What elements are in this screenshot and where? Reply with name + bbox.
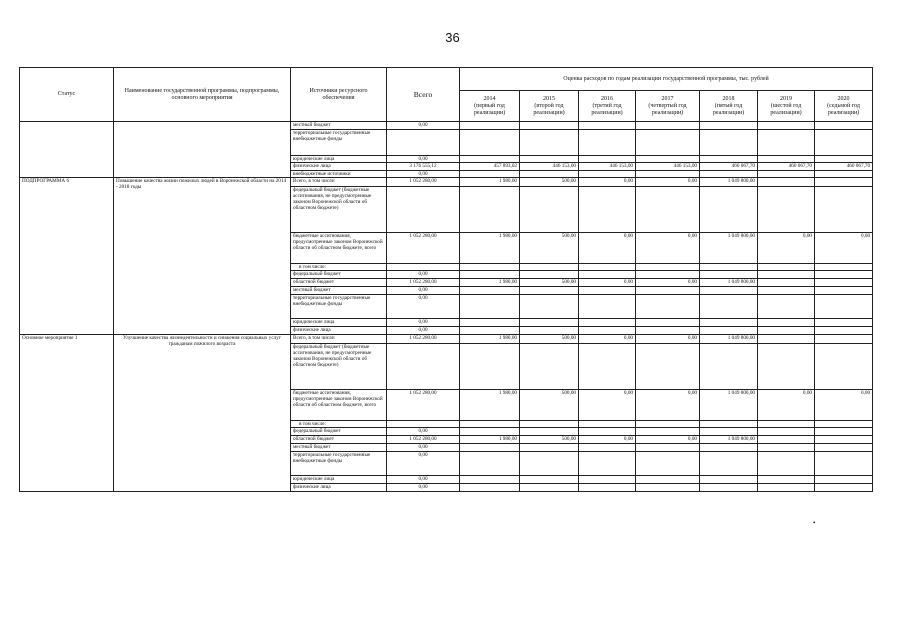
total-cell: 0,00 bbox=[387, 327, 460, 335]
year-value-cell-2019 bbox=[758, 271, 815, 279]
year-value-cell-2020 bbox=[815, 344, 873, 390]
year-value-cell-2015 bbox=[520, 428, 579, 436]
year-value-cell-2014 bbox=[460, 452, 520, 476]
year-value-cell-2014 bbox=[460, 295, 520, 319]
year-value-cell-2018 bbox=[700, 271, 758, 279]
source-cell: в том числе: bbox=[291, 421, 387, 428]
year-value-cell-2017 bbox=[636, 287, 700, 295]
total-cell: 0,00 bbox=[387, 271, 460, 279]
year-value-cell-2020 bbox=[815, 327, 873, 335]
year-value-cell-2020 bbox=[815, 178, 873, 187]
year-value-cell-2017 bbox=[636, 295, 700, 319]
year-value-cell-2018 bbox=[700, 319, 758, 327]
source-cell: в том числе: bbox=[291, 264, 387, 271]
year-value-cell-2019 bbox=[758, 156, 815, 163]
year-value-cell-2014 bbox=[460, 122, 520, 130]
year-value-cell-2020 bbox=[815, 335, 873, 344]
year-value-cell-2020 bbox=[815, 287, 873, 295]
year-value-cell-2017 bbox=[636, 476, 700, 484]
year-value-cell-2017: 0,00 bbox=[636, 233, 700, 264]
total-cell: 0,00 bbox=[387, 122, 460, 130]
source-cell: физические лица bbox=[291, 484, 387, 492]
total-cell bbox=[387, 264, 460, 271]
year-value-cell-2020 bbox=[815, 452, 873, 476]
year-value-cell-2018 bbox=[700, 421, 758, 428]
year-value-cell-2020 bbox=[815, 156, 873, 163]
year-value-cell-2018 bbox=[700, 287, 758, 295]
year-value-cell-2016 bbox=[579, 287, 636, 295]
total-cell: 1 052 280,00 bbox=[387, 279, 460, 287]
total-cell bbox=[387, 344, 460, 390]
year-value-cell-2019 bbox=[758, 178, 815, 187]
header-group: Оценка расходов по годам реализации государственной программы, тыс. рублей bbox=[460, 68, 873, 91]
year-value-cell-2014 bbox=[460, 428, 520, 436]
year-value-cell-2015 bbox=[520, 476, 579, 484]
year-value-cell-2020 bbox=[815, 171, 873, 178]
year-value-cell-2018: 1 049 800,00 bbox=[700, 233, 758, 264]
year-value-cell-2019 bbox=[758, 130, 815, 156]
year-value-cell-2015 bbox=[520, 327, 579, 335]
year-value-cell-2016 bbox=[579, 476, 636, 484]
corner-mark: • bbox=[813, 519, 816, 527]
page-number: 36 bbox=[445, 30, 460, 45]
year-value-cell-2020 bbox=[815, 484, 873, 492]
year-value-cell-2018 bbox=[700, 130, 758, 156]
year-value-cell-2020: 0,00 bbox=[815, 390, 873, 421]
year-value-cell-2018: 460 067,70 bbox=[700, 163, 758, 171]
source-cell: федеральный бюджет bbox=[291, 271, 387, 279]
total-cell: 0,00 bbox=[387, 295, 460, 319]
year-value-cell-2015 bbox=[520, 287, 579, 295]
total-cell: 0,00 bbox=[387, 428, 460, 436]
year-value-cell-2020 bbox=[815, 436, 873, 444]
year-value-cell-2016 bbox=[579, 444, 636, 452]
year-value-cell-2015 bbox=[520, 444, 579, 452]
year-value-cell-2018: 1 049 800,00 bbox=[700, 390, 758, 421]
year-value-cell-2018: 1 049 800,00 bbox=[700, 436, 758, 444]
total-cell: 1 052 280,00 bbox=[387, 390, 460, 421]
source-cell: внебюджетные источники bbox=[291, 171, 387, 178]
year-value-cell-2015 bbox=[520, 271, 579, 279]
year-value-cell-2015 bbox=[520, 122, 579, 130]
year-value-cell-2017 bbox=[636, 428, 700, 436]
year-value-cell-2015 bbox=[520, 295, 579, 319]
year-value-cell-2018 bbox=[700, 444, 758, 452]
source-cell: физические лица bbox=[291, 327, 387, 335]
program-name-cell: Повышение качества жизни пожилых людей в Воронежской области на 2014 - 2018 годы bbox=[114, 178, 291, 335]
year-value-cell-2015: 500,00 bbox=[520, 390, 579, 421]
year-value-cell-2015: 500,00 bbox=[520, 279, 579, 287]
year-value-cell-2016: 0,00 bbox=[579, 335, 636, 344]
year-value-cell-2014 bbox=[460, 187, 520, 233]
source-cell: федеральный бюджет (бюджетные ассигнования, не предусмотренные законом Воронежской области об областном бюджете) bbox=[291, 187, 387, 233]
header-year-2017: 2017 (четвертый год реализации) bbox=[636, 91, 700, 122]
year-value-cell-2014 bbox=[460, 476, 520, 484]
year-value-cell-2020 bbox=[815, 122, 873, 130]
year-value-cell-2014 bbox=[460, 271, 520, 279]
header-year-2016: 2016 (третий год реализации) bbox=[579, 91, 636, 122]
total-cell: 3 176 555,12 bbox=[387, 163, 460, 171]
year-value-cell-2017 bbox=[636, 156, 700, 163]
header-year-2014: 2014 (первый год реализации) bbox=[460, 91, 520, 122]
total-cell bbox=[387, 130, 460, 156]
year-value-cell-2016 bbox=[579, 122, 636, 130]
total-cell bbox=[387, 187, 460, 233]
header-source: Источники ресурсного обеспечения bbox=[291, 68, 387, 122]
total-cell: 0,00 bbox=[387, 287, 460, 295]
year-value-cell-2020 bbox=[815, 295, 873, 319]
year-value-cell-2014 bbox=[460, 156, 520, 163]
source-cell: местный бюджет bbox=[291, 287, 387, 295]
year-value-cell-2015 bbox=[520, 344, 579, 390]
year-value-cell-2019 bbox=[758, 344, 815, 390]
year-value-cell-2020 bbox=[815, 271, 873, 279]
year-value-cell-2020: 0,00 bbox=[815, 233, 873, 264]
year-value-cell-2017 bbox=[636, 444, 700, 452]
year-value-cell-2018 bbox=[700, 428, 758, 436]
year-value-cell-2019 bbox=[758, 452, 815, 476]
year-value-cell-2015 bbox=[520, 484, 579, 492]
year-value-cell-2019 bbox=[758, 335, 815, 344]
year-value-cell-2017: 446 153,00 bbox=[636, 163, 700, 171]
source-cell: областной бюджет bbox=[291, 436, 387, 444]
year-value-cell-2020 bbox=[815, 264, 873, 271]
source-cell: федеральный бюджет bbox=[291, 428, 387, 436]
year-value-cell-2019: 0,00 bbox=[758, 390, 815, 421]
source-cell: Всего, в том числе: bbox=[291, 335, 387, 344]
year-value-cell-2018 bbox=[700, 122, 758, 130]
source-cell: бюджетные ассигнования, предусмотренные законом Воронежской области об областном бюджете, всего bbox=[291, 390, 387, 421]
year-value-cell-2016 bbox=[579, 264, 636, 271]
header-name: Наименование государственной программы, подпрограммы, основного мероприятия bbox=[114, 68, 291, 122]
year-value-cell-2016: 0,00 bbox=[579, 178, 636, 187]
source-cell: областной бюджет bbox=[291, 279, 387, 287]
year-value-cell-2020 bbox=[815, 319, 873, 327]
year-value-cell-2020 bbox=[815, 444, 873, 452]
table-row bbox=[20, 335, 873, 344]
year-value-cell-2018 bbox=[700, 171, 758, 178]
year-value-cell-2015 bbox=[520, 452, 579, 476]
year-value-cell-2019 bbox=[758, 444, 815, 452]
program-name-cell bbox=[114, 122, 291, 178]
year-value-cell-2017: 0,00 bbox=[636, 335, 700, 344]
header-row bbox=[20, 68, 873, 91]
source-cell: юридические лица bbox=[291, 319, 387, 327]
year-value-cell-2018: 1 049 800,00 bbox=[700, 279, 758, 287]
year-value-cell-2018 bbox=[700, 187, 758, 233]
year-value-cell-2015 bbox=[520, 319, 579, 327]
year-value-cell-2015: 446 153,00 bbox=[520, 163, 579, 171]
table-row bbox=[20, 178, 873, 187]
source-cell: бюджетные ассигнования, предусмотренные законом Воронежской области об областном бюджете, всего bbox=[291, 233, 387, 264]
year-value-cell-2017: 0,00 bbox=[636, 279, 700, 287]
year-value-cell-2015: 500,00 bbox=[520, 178, 579, 187]
year-value-cell-2016 bbox=[579, 171, 636, 178]
year-value-cell-2016 bbox=[579, 319, 636, 327]
year-value-cell-2020 bbox=[815, 476, 873, 484]
table-body bbox=[20, 122, 873, 492]
year-value-cell-2015: 500,00 bbox=[520, 233, 579, 264]
source-cell: территориальные государственные внебюджетные фонды bbox=[291, 130, 387, 156]
status-cell bbox=[20, 122, 114, 178]
year-value-cell-2014 bbox=[460, 264, 520, 271]
header-year-2018: 2018 (пятый год реализации) bbox=[700, 91, 758, 122]
year-value-cell-2014: 1 980,00 bbox=[460, 178, 520, 187]
year-value-cell-2014 bbox=[460, 287, 520, 295]
total-cell: 0,00 bbox=[387, 476, 460, 484]
year-value-cell-2019 bbox=[758, 171, 815, 178]
year-value-cell-2014 bbox=[460, 171, 520, 178]
year-value-cell-2017 bbox=[636, 271, 700, 279]
year-value-cell-2018 bbox=[700, 156, 758, 163]
year-value-cell-2018 bbox=[700, 476, 758, 484]
year-value-cell-2016 bbox=[579, 428, 636, 436]
header-total: Всего bbox=[387, 68, 460, 122]
year-value-cell-2017 bbox=[636, 130, 700, 156]
year-value-cell-2018 bbox=[700, 327, 758, 335]
table-row bbox=[20, 122, 873, 130]
year-value-cell-2016 bbox=[579, 327, 636, 335]
year-value-cell-2017 bbox=[636, 344, 700, 390]
header-status: Статус bbox=[20, 68, 114, 122]
year-value-cell-2016: 0,00 bbox=[579, 233, 636, 264]
year-value-cell-2016: 0,00 bbox=[579, 279, 636, 287]
year-value-cell-2016 bbox=[579, 484, 636, 492]
year-value-cell-2017 bbox=[636, 452, 700, 476]
year-value-cell-2019: 460 067,70 bbox=[758, 163, 815, 171]
year-value-cell-2017: 0,00 bbox=[636, 390, 700, 421]
year-value-cell-2019 bbox=[758, 327, 815, 335]
total-cell: 0,00 bbox=[387, 156, 460, 163]
year-value-cell-2014: 457 893,02 bbox=[460, 163, 520, 171]
year-value-cell-2014: 1 980,00 bbox=[460, 390, 520, 421]
header-year-2015: 2015 (второй год реализации) bbox=[520, 91, 579, 122]
year-value-cell-2015 bbox=[520, 264, 579, 271]
year-value-cell-2020 bbox=[815, 428, 873, 436]
year-value-cell-2016 bbox=[579, 271, 636, 279]
year-value-cell-2017 bbox=[636, 264, 700, 271]
year-value-cell-2020 bbox=[815, 130, 873, 156]
year-value-cell-2019: 0,00 bbox=[758, 233, 815, 264]
source-cell: местный бюджет bbox=[291, 122, 387, 130]
source-cell: территориальные государственные внебюджетные фонды bbox=[291, 295, 387, 319]
year-value-cell-2019 bbox=[758, 287, 815, 295]
budget-table bbox=[19, 67, 873, 492]
year-value-cell-2014 bbox=[460, 319, 520, 327]
year-value-cell-2014 bbox=[460, 444, 520, 452]
total-cell: 1 052 280,00 bbox=[387, 233, 460, 264]
year-value-cell-2016: 446 153,00 bbox=[579, 163, 636, 171]
year-value-cell-2020: 460 067,70 bbox=[815, 163, 873, 171]
year-value-cell-2018 bbox=[700, 484, 758, 492]
year-value-cell-2017: 0,00 bbox=[636, 178, 700, 187]
year-value-cell-2014 bbox=[460, 327, 520, 335]
year-value-cell-2017 bbox=[636, 319, 700, 327]
total-cell: 0,00 bbox=[387, 484, 460, 492]
year-value-cell-2019 bbox=[758, 122, 815, 130]
year-value-cell-2019 bbox=[758, 295, 815, 319]
year-value-cell-2017: 0,00 bbox=[636, 436, 700, 444]
total-cell: 1 052 280,00 bbox=[387, 178, 460, 187]
year-value-cell-2014 bbox=[460, 344, 520, 390]
year-value-cell-2014: 1 980,00 bbox=[460, 279, 520, 287]
year-value-cell-2017 bbox=[636, 187, 700, 233]
total-cell: 1 052 280,00 bbox=[387, 335, 460, 344]
header-year-2019: 2019 (шестой год реализации) bbox=[758, 91, 815, 122]
year-value-cell-2018 bbox=[700, 452, 758, 476]
total-cell: 0,00 bbox=[387, 319, 460, 327]
year-value-cell-2014 bbox=[460, 484, 520, 492]
year-value-cell-2015 bbox=[520, 130, 579, 156]
year-value-cell-2017 bbox=[636, 327, 700, 335]
year-value-cell-2015: 500,00 bbox=[520, 335, 579, 344]
total-cell bbox=[387, 421, 460, 428]
source-cell: Всего, в том числе: bbox=[291, 178, 387, 187]
year-value-cell-2019 bbox=[758, 421, 815, 428]
year-value-cell-2019 bbox=[758, 476, 815, 484]
year-value-cell-2019 bbox=[758, 428, 815, 436]
status-cell: ПОДПРОГРАММА 6 bbox=[20, 178, 114, 335]
source-cell: юридические лица bbox=[291, 476, 387, 484]
year-value-cell-2020 bbox=[815, 421, 873, 428]
year-value-cell-2019 bbox=[758, 264, 815, 271]
year-value-cell-2016 bbox=[579, 421, 636, 428]
year-value-cell-2016: 0,00 bbox=[579, 436, 636, 444]
year-value-cell-2020 bbox=[815, 279, 873, 287]
source-cell: местный бюджет bbox=[291, 444, 387, 452]
year-value-cell-2019 bbox=[758, 187, 815, 233]
year-value-cell-2017 bbox=[636, 421, 700, 428]
year-value-cell-2018: 1 049 800,00 bbox=[700, 335, 758, 344]
year-value-cell-2020 bbox=[815, 187, 873, 233]
year-value-cell-2018: 1 049 800,00 bbox=[700, 178, 758, 187]
year-value-cell-2018 bbox=[700, 264, 758, 271]
year-value-cell-2019 bbox=[758, 436, 815, 444]
year-value-cell-2016 bbox=[579, 295, 636, 319]
year-value-cell-2019 bbox=[758, 484, 815, 492]
year-value-cell-2019 bbox=[758, 319, 815, 327]
total-cell: 0,00 bbox=[387, 444, 460, 452]
source-cell: физические лица bbox=[291, 163, 387, 171]
year-value-cell-2014 bbox=[460, 130, 520, 156]
year-value-cell-2014: 1 980,00 bbox=[460, 335, 520, 344]
year-value-cell-2016 bbox=[579, 344, 636, 390]
year-value-cell-2015 bbox=[520, 421, 579, 428]
year-value-cell-2014: 1 980,00 bbox=[460, 233, 520, 264]
year-value-cell-2017 bbox=[636, 122, 700, 130]
year-value-cell-2014 bbox=[460, 421, 520, 428]
year-value-cell-2019 bbox=[758, 279, 815, 287]
year-value-cell-2016 bbox=[579, 156, 636, 163]
year-value-cell-2015 bbox=[520, 171, 579, 178]
source-cell: территориальные государственные внебюджетные фонды bbox=[291, 452, 387, 476]
year-value-cell-2016: 0,00 bbox=[579, 390, 636, 421]
year-value-cell-2016 bbox=[579, 452, 636, 476]
year-value-cell-2015 bbox=[520, 187, 579, 233]
program-name-cell: Улучшение качества жизнедеятельности и снижения социальных услуг гражданам пожилого возраста bbox=[114, 335, 291, 492]
year-value-cell-2016 bbox=[579, 130, 636, 156]
year-value-cell-2017 bbox=[636, 484, 700, 492]
total-cell: 0,00 bbox=[387, 452, 460, 476]
year-value-cell-2014: 1 980,00 bbox=[460, 436, 520, 444]
year-value-cell-2015 bbox=[520, 156, 579, 163]
total-cell: 0,00 bbox=[387, 171, 460, 178]
year-value-cell-2018 bbox=[700, 344, 758, 390]
year-value-cell-2016 bbox=[579, 187, 636, 233]
status-cell: Основное мероприятие 1 bbox=[20, 335, 114, 492]
source-cell: юридические лица bbox=[291, 156, 387, 163]
header-year-2020: 2020 (седьмой год реализации) bbox=[815, 91, 873, 122]
year-value-cell-2018 bbox=[700, 295, 758, 319]
source-cell: федеральный бюджет (бюджетные ассигнования, не предусмотренные законом Воронежской области об областном бюджете) bbox=[291, 344, 387, 390]
year-value-cell-2015: 500,00 bbox=[520, 436, 579, 444]
total-cell: 1 052 280,00 bbox=[387, 436, 460, 444]
year-value-cell-2017 bbox=[636, 171, 700, 178]
